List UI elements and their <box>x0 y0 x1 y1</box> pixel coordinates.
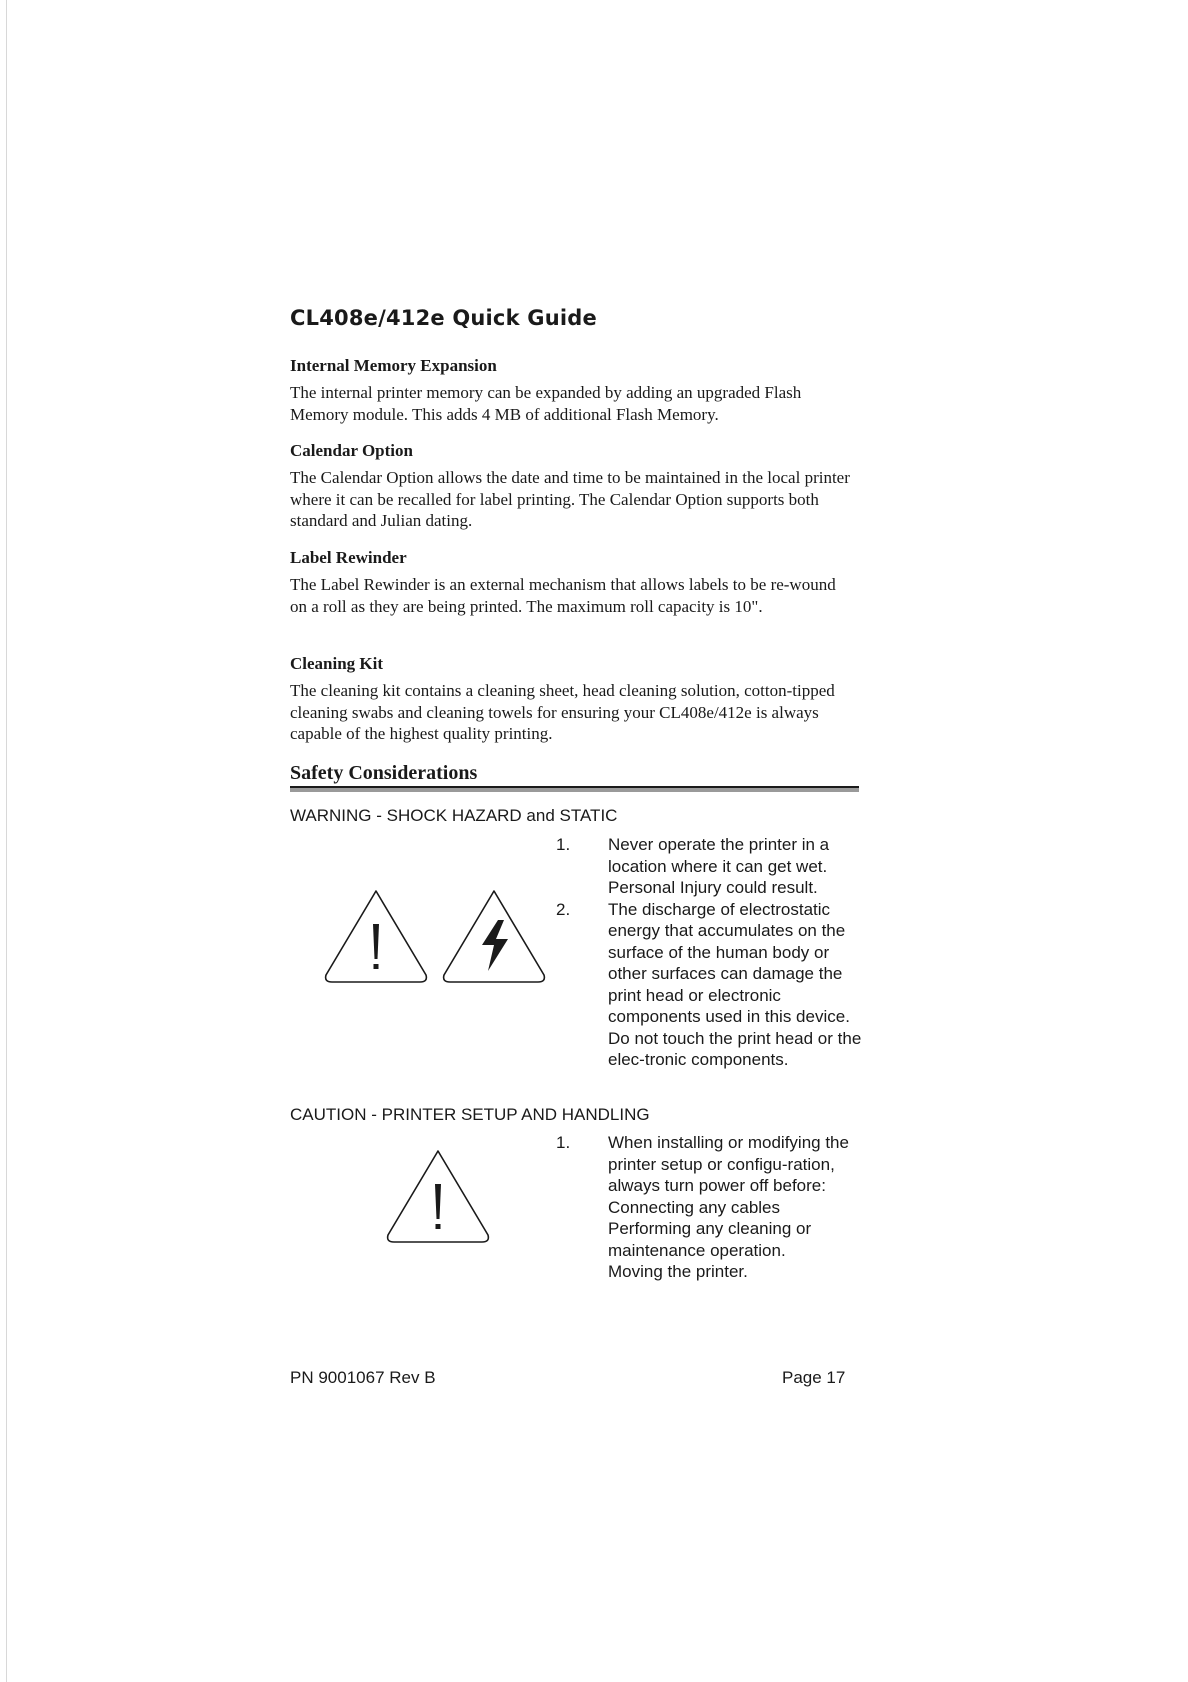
list-item <box>556 899 866 1071</box>
section-body: The Label Rewinder is an external mechanism that allows labels to be re-wound on a roll as they are being printed. The maximum roll capacity is 10". <box>290 575 836 616</box>
section-heading: Calendar Option <box>290 441 413 460</box>
warning-exclamation-icon <box>320 887 432 987</box>
section-heading: Cleaning Kit <box>290 654 384 673</box>
document-title: CL408e/412e Quick Guide <box>290 306 597 330</box>
section-internal-memory <box>290 356 855 425</box>
caution-exclamation-icon <box>382 1147 494 1247</box>
section-body: The internal printer memory can be expanded by adding an upgraded Flash Memory module. This adds 4 MB of additional Flash Memory. <box>290 383 802 424</box>
safety-considerations-heading: Safety Considerations <box>290 762 478 784</box>
section-cleaning-kit <box>290 654 855 745</box>
section-calendar-option <box>290 441 855 532</box>
electric-shock-icon <box>438 887 550 987</box>
item-text: Never operate the printer in a location where it can get wet. Personal Injury could result. <box>608 835 830 897</box>
scan-edge-line <box>6 0 7 1682</box>
item-number: 2. <box>556 899 571 919</box>
list-item <box>556 834 866 899</box>
item-number: 1. <box>556 835 571 854</box>
section-heading: Label Rewinder <box>290 548 407 567</box>
section-body: The Calendar Option allows the date and time to be maintained in the local printer where it can be recalled for label printing. The Calendar Option supports both standard and Julian dating. <box>290 468 850 530</box>
warning-list <box>556 834 866 1071</box>
list-item <box>556 1132 866 1283</box>
section-heading: Internal Memory Expansion <box>290 356 497 375</box>
heading-divider <box>290 786 859 792</box>
section-body: The cleaning kit contains a cleaning sheet, head cleaning solution, cotton-tipped cleaning swabs and cleaning towels for ensuring your CL408e/412e is always capable of the highest quality printing. <box>290 681 835 743</box>
item-number: 1. <box>556 1133 571 1152</box>
item-text: When installing or modifying the printer setup or configu-ration, always turn power off before: Connecting any cables Performing any cleaning or maintenance operation. Moving the printer. <box>608 1133 849 1281</box>
footer-part-number: PN 9001067 Rev B <box>290 1368 436 1387</box>
footer-page-number: Page 17 <box>782 1368 846 1387</box>
caution-heading: CAUTION - PRINTER SETUP AND HANDLING <box>290 1105 650 1124</box>
section-label-rewinder <box>290 548 855 617</box>
item-text: The discharge of electrostatic energy that accumulates on the surface of the human body or other surfaces can damage the print head or electronic components used in this device. Do not touch the print head or the elec-tronic components. <box>608 899 862 1069</box>
caution-list <box>556 1132 866 1283</box>
warning-heading: WARNING - SHOCK HAZARD and STATIC <box>290 806 618 825</box>
